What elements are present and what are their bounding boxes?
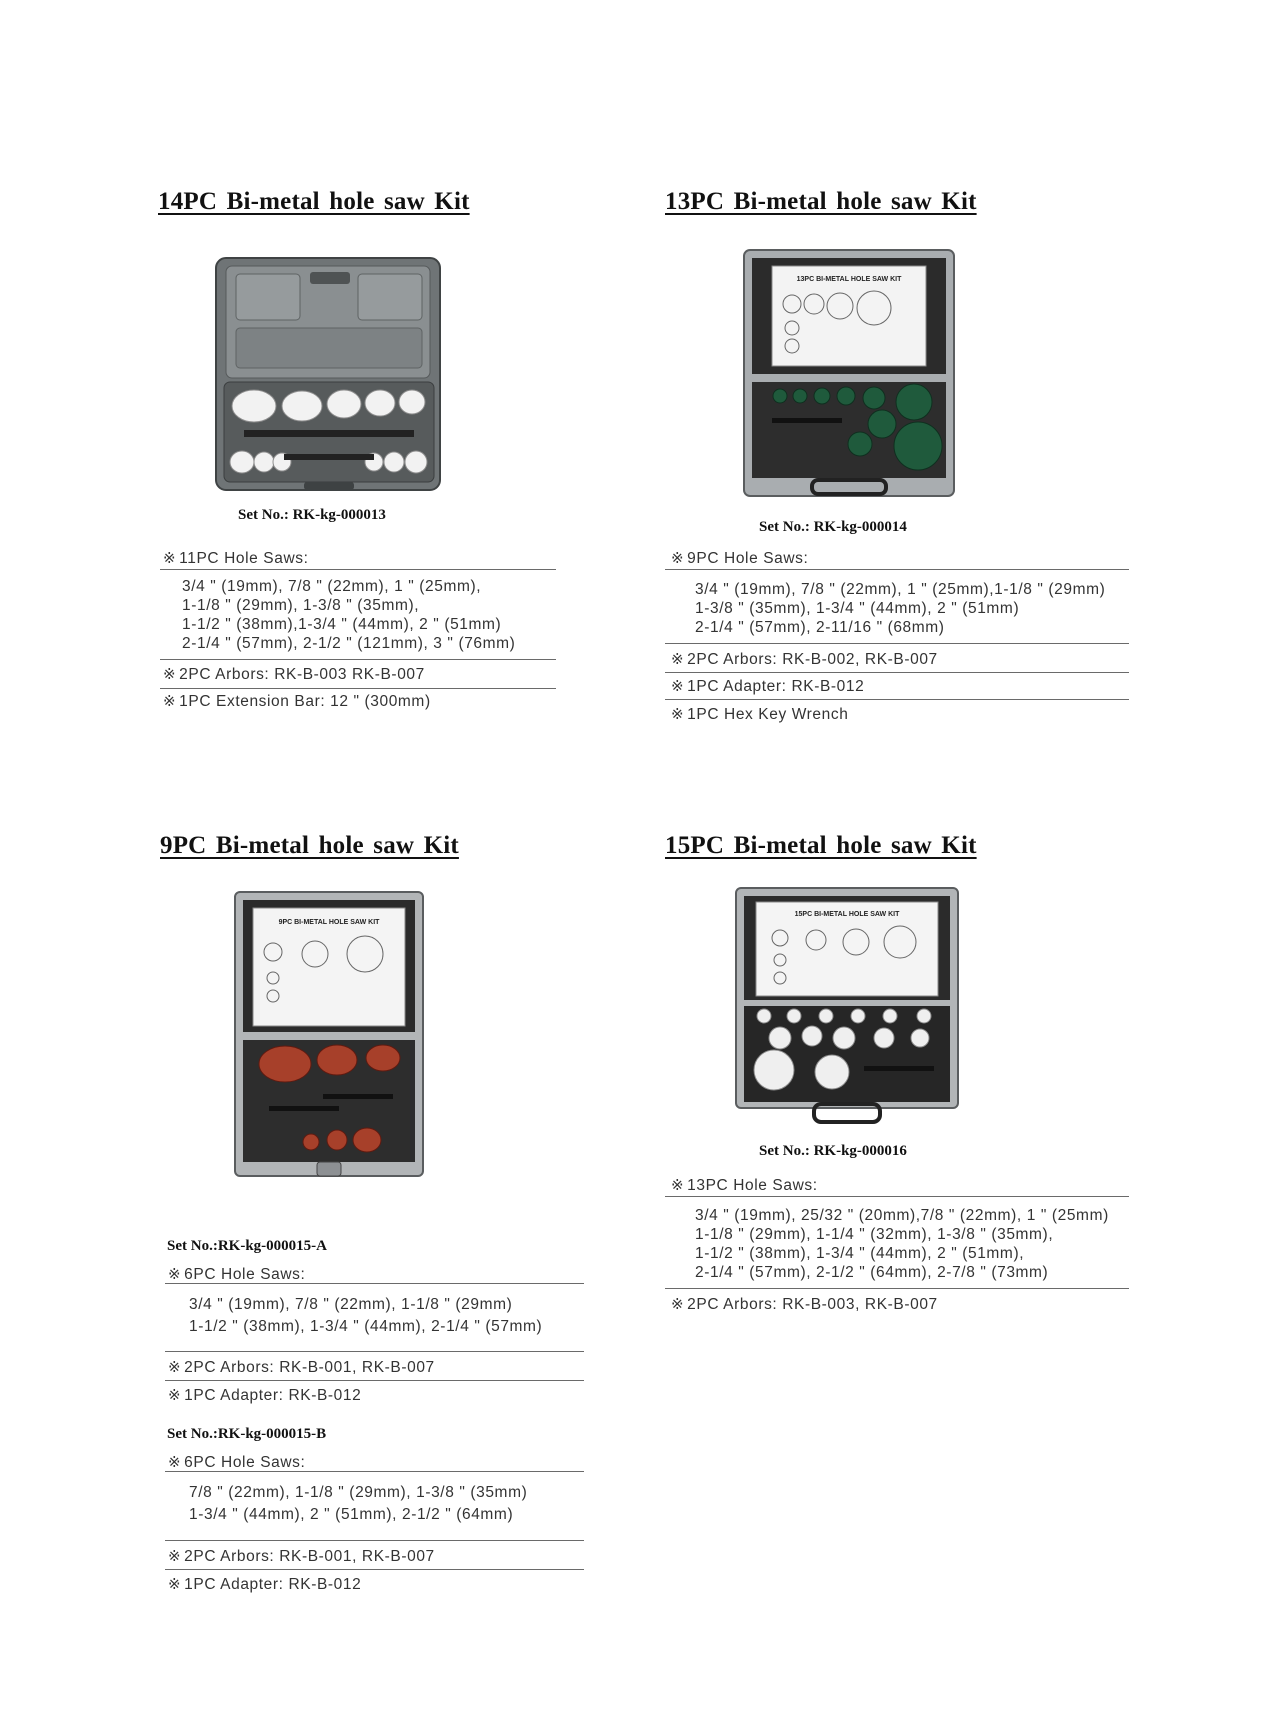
kit-14pc-extension-bar: ※ 1PC Extension Bar: 12 " (300mm) [163, 693, 431, 710]
divider [160, 659, 556, 660]
size-line: 7/8 " (22mm), 1-1/8 " (29mm), 1-3/8 " (35mm) [189, 1484, 528, 1501]
reference-mark-icon: ※ [163, 693, 177, 710]
divider [165, 1569, 584, 1570]
reference-mark-icon: ※ [168, 1266, 182, 1283]
divider [665, 699, 1129, 700]
reference-mark-icon: ※ [168, 1454, 182, 1471]
reference-mark-icon: ※ [671, 1177, 685, 1194]
divider [160, 688, 556, 689]
reference-mark-icon: ※ [671, 706, 685, 723]
size-line: 1-1/8 " (29mm), 1-3/8 " (35mm), [182, 597, 420, 614]
divider [665, 1196, 1129, 1197]
kit-14pc-hole-saws-heading: ※ 11PC Hole Saws: [163, 550, 309, 567]
kit-14pc-set-number: Set No.: RK-kg-000013 [238, 507, 386, 523]
divider [165, 1471, 584, 1472]
kit-14pc-title: 14PC Bi-metal hole saw Kit [158, 188, 470, 215]
kit-13pc-title: 13PC Bi-metal hole saw Kit [665, 188, 977, 215]
kit-14pc-product-image [214, 254, 444, 494]
kit-9pc-product-image [233, 890, 425, 1180]
kit-13pc-adapter: ※ 1PC Adapter: RK-B-012 [671, 678, 865, 695]
size-line: 2-1/4 " (57mm), 2-1/2 " (121mm), 3 " (76mm) [182, 635, 516, 652]
divider [165, 1540, 584, 1541]
divider [165, 1380, 584, 1381]
divider [665, 1288, 1129, 1289]
reference-mark-icon: ※ [671, 1296, 685, 1313]
size-line: 2-1/4 " (57mm), 2-1/2 " (64mm), 2-7/8 " (73mm) [695, 1264, 1049, 1281]
kit-13pc-hole-saws-heading: ※ 9PC Hole Saws: [671, 550, 809, 567]
kit-13pc-size-list [695, 580, 1105, 637]
kit-9pc-b-adapter: ※ 1PC Adapter: RK-B-012 [168, 1576, 362, 1593]
kit-15pc-size-list [695, 1206, 1109, 1282]
kit-9pc-b-size-list [189, 1482, 527, 1526]
size-line: 2-1/4 " (57mm), 2-11/16 " (68mm) [695, 619, 945, 636]
kit-9pc-b-set-number: Set No.:RK-kg-000015-B [167, 1426, 327, 1442]
reference-mark-icon: ※ [163, 550, 177, 567]
size-line: 1-3/4 " (44mm), 2 " (51mm), 2-1/2 " (64mm) [189, 1506, 514, 1523]
reference-mark-icon: ※ [168, 1387, 182, 1404]
size-line: 3/4 " (19mm), 7/8 " (22mm), 1 " (25mm),1-1/8 " (29mm) [695, 581, 1106, 598]
kit-9pc-title: 9PC Bi-metal hole saw Kit [160, 832, 459, 859]
reference-mark-icon: ※ [671, 550, 685, 567]
kit-15pc-hole-saws-heading: ※ 13PC Hole Saws: [671, 1177, 818, 1194]
kit-9pc-a-size-list [189, 1294, 542, 1338]
kit-9pc-case-label: 9PC BI-METAL HOLE SAW KIT [278, 919, 380, 926]
reference-mark-icon: ※ [671, 678, 685, 695]
divider [165, 1351, 584, 1352]
divider [160, 569, 556, 570]
kit-9pc-a-hole-saws-heading: ※ 6PC Hole Saws: [168, 1266, 306, 1283]
kit-13pc-case-label: 13PC BI-METAL HOLE SAW KIT [796, 276, 902, 283]
kit-15pc-title: 15PC Bi-metal hole saw Kit [665, 832, 977, 859]
kit-15pc-set-number: Set No.: RK-kg-000016 [759, 1143, 907, 1159]
size-line: 1-1/8 " (29mm), 1-1/4 " (32mm), 1-3/8 " (35mm), [695, 1226, 1054, 1243]
reference-mark-icon: ※ [168, 1576, 182, 1593]
kit-13pc-set-number: Set No.: RK-kg-000014 [759, 519, 907, 535]
kit-14pc-arbors: ※ 2PC Arbors: RK-B-003 RK-B-007 [163, 666, 425, 683]
kit-13pc-product-image [742, 248, 956, 498]
size-line: 1-3/8 " (35mm), 1-3/4 " (44mm), 2 " (51mm) [695, 600, 1020, 617]
kit-13pc-arbors: ※ 2PC Arbors: RK-B-002, RK-B-007 [671, 651, 938, 668]
kit-14pc-size-list [182, 577, 515, 653]
kit-9pc-a-set-number: Set No.:RK-kg-000015-A [167, 1238, 327, 1254]
size-line: 1-1/2 " (38mm),1-3/4 " (44mm), 2 " (51mm) [182, 616, 502, 633]
size-line: 1-1/2 " (38mm), 1-3/4 " (44mm), 2 " (51mm), [695, 1245, 1025, 1262]
kit-15pc-arbors: ※ 2PC Arbors: RK-B-003, RK-B-007 [671, 1296, 938, 1313]
divider [665, 672, 1129, 673]
kit-9pc-a-adapter: ※ 1PC Adapter: RK-B-012 [168, 1387, 362, 1404]
reference-mark-icon: ※ [168, 1548, 182, 1565]
size-line: 3/4 " (19mm), 7/8 " (22mm), 1 " (25mm), [182, 578, 482, 595]
size-line: 1-1/2 " (38mm), 1-3/4 " (44mm), 2-1/4 " (57mm) [189, 1318, 543, 1335]
kit-13pc-hex-key: ※ 1PC Hex Key Wrench [671, 706, 849, 723]
reference-mark-icon: ※ [671, 651, 685, 668]
size-line: 3/4 " (19mm), 25/32 " (20mm),7/8 " (22mm), 1 " (25mm) [695, 1207, 1109, 1224]
kit-9pc-a-arbors: ※ 2PC Arbors: RK-B-001, RK-B-007 [168, 1359, 435, 1376]
kit-9pc-b-hole-saws-heading: ※ 6PC Hole Saws: [168, 1454, 306, 1471]
divider [665, 569, 1129, 570]
kit-15pc-product-image [734, 886, 960, 1126]
reference-mark-icon: ※ [168, 1359, 182, 1376]
divider [165, 1283, 584, 1284]
size-line: 3/4 " (19mm), 7/8 " (22mm), 1-1/8 " (29mm) [189, 1296, 513, 1313]
divider [665, 643, 1129, 644]
kit-9pc-b-arbors: ※ 2PC Arbors: RK-B-001, RK-B-007 [168, 1548, 435, 1565]
kit-15pc-case-label: 15PC BI-METAL HOLE SAW KIT [794, 911, 900, 918]
reference-mark-icon: ※ [163, 666, 177, 683]
